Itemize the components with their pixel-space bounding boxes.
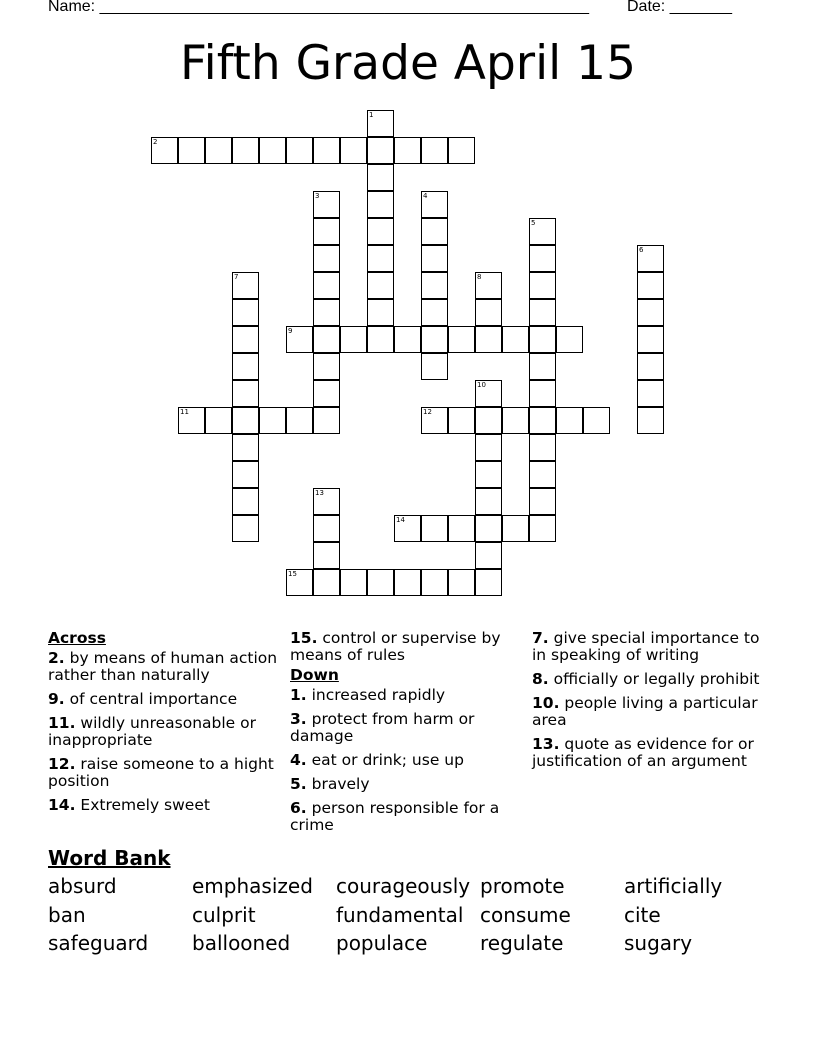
grid-cell[interactable] <box>313 272 340 299</box>
grid-cell[interactable] <box>367 137 394 164</box>
grid-cell[interactable] <box>340 326 367 353</box>
grid-cell[interactable] <box>232 353 259 380</box>
grid-cell[interactable] <box>232 488 259 515</box>
grid-cell[interactable] <box>367 110 394 137</box>
clue-number: 9 <box>288 327 293 335</box>
clue-number: 12 <box>423 408 432 416</box>
word-bank-item: ballooned <box>192 931 291 955</box>
clue-down-7: 7. give special importance to in speaking of writing <box>532 629 760 664</box>
clue-down-6: 6. person responsible for a crime <box>290 799 500 834</box>
grid-cell[interactable] <box>340 137 367 164</box>
grid-cell[interactable] <box>313 515 340 542</box>
grid-cell[interactable] <box>313 299 340 326</box>
grid-cell[interactable] <box>421 569 448 596</box>
clues-column-2 <box>290 630 522 841</box>
grid-cell[interactable] <box>232 137 259 164</box>
word-bank-title: Word Bank <box>48 846 171 870</box>
grid-cell[interactable] <box>475 299 502 326</box>
grid-cell[interactable] <box>448 515 475 542</box>
clue-down-1: 1. increased rapidly <box>290 686 446 704</box>
grid-cell[interactable] <box>502 326 529 353</box>
grid-cell[interactable] <box>232 407 259 434</box>
word-bank-item: courageously <box>336 874 471 898</box>
date-field-label: Date: _______ <box>627 0 732 15</box>
grid-cell[interactable] <box>475 272 502 299</box>
grid-cell[interactable] <box>529 353 556 380</box>
grid-cell[interactable] <box>556 407 583 434</box>
grid-cell[interactable] <box>313 218 340 245</box>
grid-cell[interactable] <box>421 191 448 218</box>
clue-number: 3 <box>315 192 320 200</box>
grid-cell[interactable] <box>475 407 502 434</box>
word-bank-item: ban <box>48 902 86 927</box>
grid-cell[interactable] <box>475 542 502 569</box>
name-field-label: Name: _______________________________________________________ <box>48 0 589 15</box>
grid-cell[interactable] <box>313 542 340 569</box>
grid-cell[interactable] <box>313 353 340 380</box>
grid-cell[interactable] <box>637 407 664 434</box>
clues-column-1 <box>48 630 280 821</box>
grid-cell[interactable] <box>394 569 421 596</box>
word-bank-item: safeguard <box>48 931 149 955</box>
grid-cell[interactable] <box>637 353 664 380</box>
grid-cell[interactable] <box>529 326 556 353</box>
grid-cell[interactable] <box>340 569 367 596</box>
clue-number: 6 <box>639 246 644 254</box>
down-heading: Down <box>290 666 339 684</box>
word-bank-item: emphasized <box>192 874 313 898</box>
grid-cell[interactable] <box>421 407 448 434</box>
grid-cell[interactable] <box>637 326 664 353</box>
grid-cell[interactable] <box>448 137 475 164</box>
clue-number: 11 <box>180 408 189 416</box>
grid-cell[interactable] <box>529 272 556 299</box>
clue-number: 7 <box>234 273 239 281</box>
clue-across-15: 15. control or supervise by means of rules <box>290 629 501 664</box>
grid-cell[interactable] <box>637 299 664 326</box>
grid-cell[interactable] <box>367 218 394 245</box>
grid-cell[interactable] <box>232 461 259 488</box>
clue-across-14: 14. Extremely sweet <box>48 796 210 814</box>
grid-cell[interactable] <box>286 326 313 353</box>
clue-down-4: 4. eat or drink; use up <box>290 751 464 769</box>
grid-cell[interactable] <box>583 407 610 434</box>
grid-cell[interactable] <box>421 299 448 326</box>
word-bank-item: cite <box>624 902 661 927</box>
grid-cell[interactable] <box>286 407 313 434</box>
grid-cell[interactable] <box>367 191 394 218</box>
grid-cell[interactable] <box>178 137 205 164</box>
grid-cell[interactable] <box>205 137 232 164</box>
grid-cell[interactable] <box>637 245 664 272</box>
grid-cell[interactable] <box>475 515 502 542</box>
grid-cell[interactable] <box>529 515 556 542</box>
across-heading: Across <box>48 629 106 647</box>
grid-cell[interactable] <box>367 164 394 191</box>
grid-cell[interactable] <box>475 434 502 461</box>
clue-down-8: 8. officially or legally prohibit <box>532 670 760 688</box>
grid-cell[interactable] <box>232 434 259 461</box>
grid-cell[interactable] <box>232 326 259 353</box>
grid-cell[interactable] <box>421 272 448 299</box>
grid-cell[interactable] <box>367 569 394 596</box>
clues-column-3 <box>532 630 764 777</box>
grid-cell[interactable] <box>529 380 556 407</box>
grid-cell[interactable] <box>367 326 394 353</box>
grid-cell[interactable] <box>205 407 232 434</box>
grid-cell[interactable] <box>232 299 259 326</box>
clue-number: 14 <box>396 516 405 524</box>
grid-cell[interactable] <box>232 380 259 407</box>
grid-cell[interactable] <box>529 218 556 245</box>
grid-cell[interactable] <box>151 137 178 164</box>
grid-cell[interactable] <box>259 407 286 434</box>
grid-cell[interactable] <box>313 407 340 434</box>
grid-cell[interactable] <box>475 326 502 353</box>
grid-cell[interactable] <box>367 299 394 326</box>
clue-number: 1 <box>369 111 374 119</box>
grid-cell[interactable] <box>502 407 529 434</box>
grid-cell[interactable] <box>448 569 475 596</box>
word-bank-item: regulate <box>480 931 564 955</box>
grid-cell[interactable] <box>475 461 502 488</box>
grid-cell[interactable] <box>394 137 421 164</box>
grid-cell[interactable] <box>421 245 448 272</box>
grid-cell[interactable] <box>637 380 664 407</box>
grid-cell[interactable] <box>286 569 313 596</box>
grid-cell[interactable] <box>313 137 340 164</box>
grid-cell[interactable] <box>475 569 502 596</box>
word-bank-item: populace <box>336 931 428 955</box>
grid-cell[interactable] <box>529 245 556 272</box>
clue-down-13: 13. quote as evidence for or justification of an argument <box>532 735 754 770</box>
clue-number: 15 <box>288 570 297 578</box>
grid-cell[interactable] <box>313 326 340 353</box>
word-bank-item: fundamental <box>336 902 464 927</box>
page-title: Fifth Grade April 15 <box>180 36 636 91</box>
grid-cell[interactable] <box>421 218 448 245</box>
grid-cell[interactable] <box>367 245 394 272</box>
grid-cell[interactable] <box>529 407 556 434</box>
grid-cell[interactable] <box>637 272 664 299</box>
clue-number: 10 <box>477 381 486 389</box>
grid-cell[interactable] <box>529 299 556 326</box>
word-bank-item: culprit <box>192 902 256 927</box>
word-bank-item: promote <box>480 874 565 898</box>
grid-cell[interactable] <box>259 137 286 164</box>
grid-cell[interactable] <box>313 488 340 515</box>
clue-number: 13 <box>315 489 324 497</box>
grid-cell[interactable] <box>529 434 556 461</box>
grid-cell[interactable] <box>178 407 205 434</box>
clue-across-2: 2. by means of human action rather than naturally <box>48 649 278 684</box>
grid-cell[interactable] <box>313 380 340 407</box>
grid-cell[interactable] <box>286 137 313 164</box>
clue-down-3: 3. protect from harm or damage <box>290 710 475 745</box>
clue-across-12: 12. raise someone to a hight position <box>48 755 274 790</box>
grid-cell[interactable] <box>529 488 556 515</box>
grid-cell[interactable] <box>556 326 583 353</box>
clue-number: 2 <box>153 138 158 146</box>
clue-number: 8 <box>477 273 482 281</box>
grid-cell[interactable] <box>448 407 475 434</box>
grid-cell[interactable] <box>421 353 448 380</box>
grid-cell[interactable] <box>475 488 502 515</box>
grid-cell[interactable] <box>448 326 475 353</box>
grid-cell[interactable] <box>421 326 448 353</box>
word-bank-item: consume <box>480 902 571 927</box>
clue-number: 5 <box>531 219 536 227</box>
grid-cell[interactable] <box>232 272 259 299</box>
grid-cell[interactable] <box>421 137 448 164</box>
grid-cell[interactable] <box>367 272 394 299</box>
grid-cell[interactable] <box>394 515 421 542</box>
grid-cell[interactable] <box>529 461 556 488</box>
clue-across-11: 11. wildly unreasonable or inappropriate <box>48 714 256 749</box>
word-bank-item: absurd <box>48 874 117 898</box>
grid-cell[interactable] <box>475 380 502 407</box>
grid-cell[interactable] <box>394 326 421 353</box>
grid-cell[interactable] <box>421 515 448 542</box>
clue-across-9: 9. of central importance <box>48 690 238 708</box>
grid-cell[interactable] <box>313 569 340 596</box>
clue-number: 4 <box>423 192 428 200</box>
clue-down-5: 5. bravely <box>290 775 370 793</box>
clue-down-10: 10. people living a particular area <box>532 694 758 729</box>
grid-cell[interactable] <box>313 245 340 272</box>
word-bank-item: sugary <box>624 931 693 955</box>
grid-cell[interactable] <box>313 191 340 218</box>
word-bank-item: artificially <box>624 874 723 898</box>
grid-cell[interactable] <box>502 515 529 542</box>
grid-cell[interactable] <box>232 515 259 542</box>
